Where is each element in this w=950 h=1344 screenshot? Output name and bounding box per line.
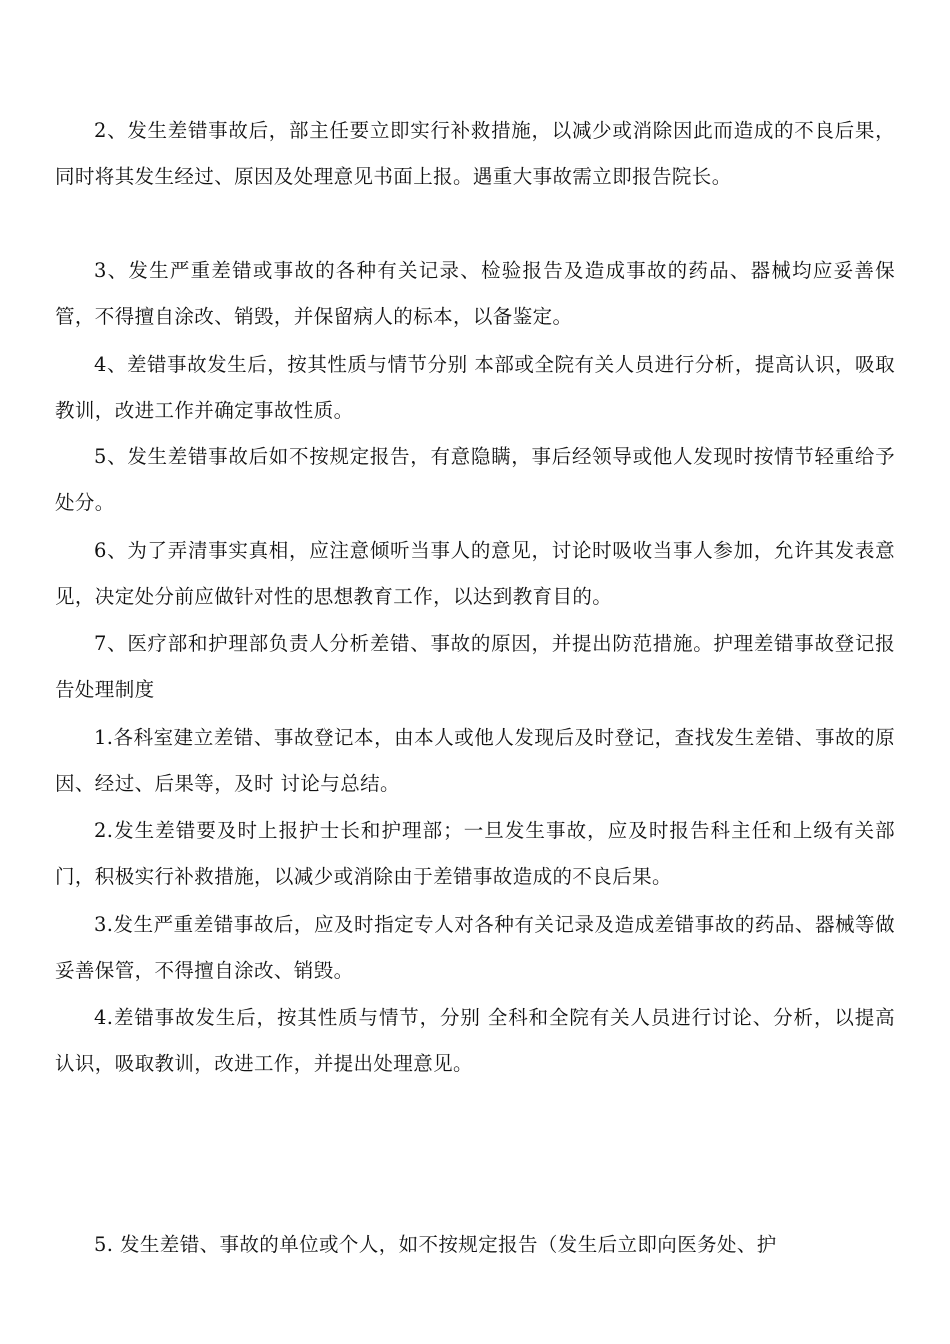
paragraph-6: 6、为了弄清事实真相，应注意倾听当事人的意见，讨论时吸收当事人参加，允许其发表意见，决定处分前应做针对性的思想教育工作，以达到教育目的。 <box>55 539 895 608</box>
paragraph-nursing-5: 5. 发生差错、事故的单位或个人，如不按规定报告（发生后立即向医务处、护 <box>94 1233 777 1256</box>
paragraph-nursing-1: 1.各科室建立差错、事故登记本，由本人或他人发现后及时登记，查找发生差错、事故的原因、经过、后果等，及时 讨论与总结。 <box>55 726 895 795</box>
paragraph-7: 7、医疗部和护理部负责人分析差错、事故的原因，并提出防范措施。护理差错事故登记报告处理制度 <box>55 632 895 701</box>
paragraph-nursing-2: 2.发生差错要及时上报护士长和护理部；一旦发生事故，应及时报告科主任和上级有关部门，积极实行补救措施，以减少或消除由于差错事故造成的不良后果。 <box>55 819 895 888</box>
paragraph-2: 2、发生差错事故后，部主任要立即实行补救措施，以减少或消除因此而造成的不良后果，同时将其发生经过、原因及处理意见书面上报。遇重大事故需立即报告院长。 <box>55 119 895 188</box>
paragraph-5: 5、发生差错事故后如不按规定报告，有意隐瞒，事后经领导或他人发现时按情节轻重给予处分。 <box>55 445 895 514</box>
paragraph-3: 3、发生严重差错或事故的各种有关记录、检验报告及造成事故的药品、器械均应妥善保管，不得擅自涂改、销毁，并保留病人的标本，以备鉴定。 <box>55 259 895 328</box>
paragraph-4: 4、差错事故发生后，按其性质与情节分别 本部或全院有关人员进行分析，提高认识，吸取教训，改进工作并确定事故性质。 <box>55 353 895 422</box>
paragraph-nursing-4: 4.差错事故发生后，按其性质与情节，分别 全科和全院有关人员进行讨论、分析，以提高认识，吸取教训，改进工作，并提出处理意见。 <box>55 1006 895 1075</box>
paragraph-nursing-3: 3.发生严重差错事故后，应及时指定专人对各种有关记录及造成差错事故的药品、器械等做妥善保管，不得擅自涂改、销毁。 <box>55 913 895 982</box>
